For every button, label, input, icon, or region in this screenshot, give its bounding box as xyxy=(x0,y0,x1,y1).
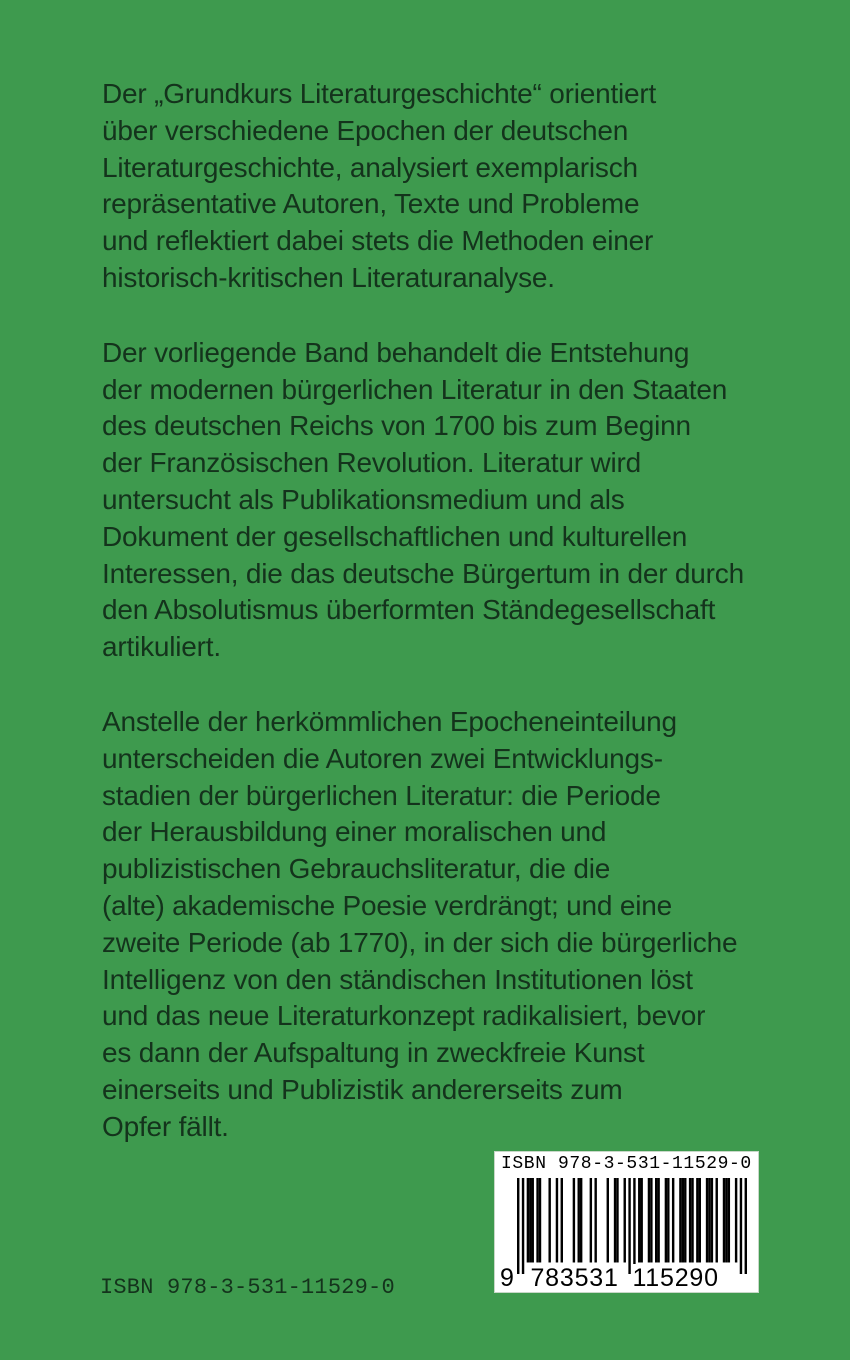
barcode-bar xyxy=(590,1178,592,1262)
barcode-bar xyxy=(728,1178,730,1262)
barcode-bar xyxy=(529,1178,531,1262)
barcode-bar xyxy=(745,1178,747,1274)
barcode-bar xyxy=(628,1178,630,1274)
barcode-bar xyxy=(578,1178,580,1262)
barcode-bar xyxy=(536,1178,538,1262)
barcode-bar xyxy=(614,1178,616,1262)
barcode-bar xyxy=(633,1178,635,1274)
barcode-bar xyxy=(648,1178,650,1262)
back-cover-blurb xyxy=(102,76,802,1184)
barcode-bar xyxy=(672,1178,674,1262)
barcode-panel xyxy=(494,1151,759,1293)
barcode-bar xyxy=(711,1178,713,1262)
blurb-paragraph-1: Der „Grundkurs Literaturgeschichte“ orientiert über verschiedene Epochen der deutschen Literaturgeschichte, analysiert exemplarisch repräsentative Autoren, Texte und Probleme und reflektiert dabei stets die Methoden einer historisch-kritischen Literaturanalyse. xyxy=(102,78,657,293)
barcode-bar xyxy=(650,1178,652,1262)
barcode-bar xyxy=(638,1178,640,1262)
barcode-bar xyxy=(679,1178,681,1262)
barcode-bar xyxy=(735,1178,737,1262)
barcode-bar xyxy=(682,1178,684,1262)
barcode-bar xyxy=(532,1178,534,1262)
barcode-bar xyxy=(716,1178,718,1262)
blurb-paragraph-3: Anstelle der herkömmlichen Epocheneinteilung unterscheiden die Autoren zwei Entwicklungs- stadien der bürgerlichen Literatur: die Periode der Herausbildung einer moralischen und publizistischen Gebrauchsliteratur, die die (alte) akademische Poesie verdrängt; und eine zweite Periode (ab 1770), in der sich die bürgerliche Intelligenz von den ständischen Institutionen löst und das neue Literaturkonzept radikalisiert, bevor es dann der Aufspaltung in zweckfreie Kunst einerseits und Publizistik andererseits zum Opfer fällt. xyxy=(102,705,738,1142)
barcode-bar xyxy=(691,1178,693,1262)
barcode-bar xyxy=(657,1178,659,1262)
barcode-bar xyxy=(616,1178,618,1262)
barcode-bar xyxy=(527,1178,529,1262)
barcode-bar xyxy=(573,1178,575,1262)
barcode-bar xyxy=(706,1178,708,1262)
barcode-bar xyxy=(696,1178,698,1262)
barcode-bar xyxy=(580,1178,582,1262)
barcode-bar xyxy=(684,1178,686,1262)
isbn-footer: ISBN 978-3-531-11529-0 xyxy=(100,1275,395,1300)
barcode-digit-first: 9 xyxy=(500,1264,515,1292)
blurb-paragraph-2: Der vorliegende Band behandelt die Entstehung der modernen bürgerlichen Literatur in den Staaten des deutschen Reichs von 1700 bis zum Beginn der Französischen Revolution. Literatur wird untersucht als Publikationsmedium und als Dokument der gesellschaftlichen und kulturellen Interessen, die das deutsche Bürgertum in der durch den Absolutismus überformten Ständegesellschaft artikuliert. xyxy=(102,336,744,663)
barcode-bar xyxy=(723,1178,725,1262)
barcode-bar xyxy=(522,1178,524,1274)
barcode-bar xyxy=(708,1178,710,1262)
barcode-bar xyxy=(517,1178,519,1274)
barcode-isbn-label: ISBN 978-3-531-11529-0 xyxy=(501,1154,752,1174)
barcode-bar xyxy=(561,1178,563,1262)
barcode-bar xyxy=(725,1178,727,1262)
barcode-bar xyxy=(665,1178,667,1262)
barcode-bar xyxy=(624,1178,626,1262)
barcode-bar xyxy=(594,1178,596,1262)
barcode-digits xyxy=(499,1264,753,1293)
barcode-digits-left: 783531 xyxy=(530,1264,619,1292)
barcode-bar xyxy=(607,1178,609,1262)
barcode-bar xyxy=(699,1178,701,1262)
barcode-bar xyxy=(556,1178,558,1262)
barcode-bar xyxy=(667,1178,669,1262)
barcode-bar xyxy=(548,1178,550,1262)
ean-barcode xyxy=(517,1178,747,1274)
barcode-bar xyxy=(740,1178,742,1274)
barcode-digits-right: 115290 xyxy=(632,1264,719,1292)
barcode-bar xyxy=(689,1178,691,1262)
barcode-bar xyxy=(539,1178,541,1262)
barcode-bar xyxy=(640,1178,642,1262)
barcode-bar xyxy=(655,1178,657,1262)
